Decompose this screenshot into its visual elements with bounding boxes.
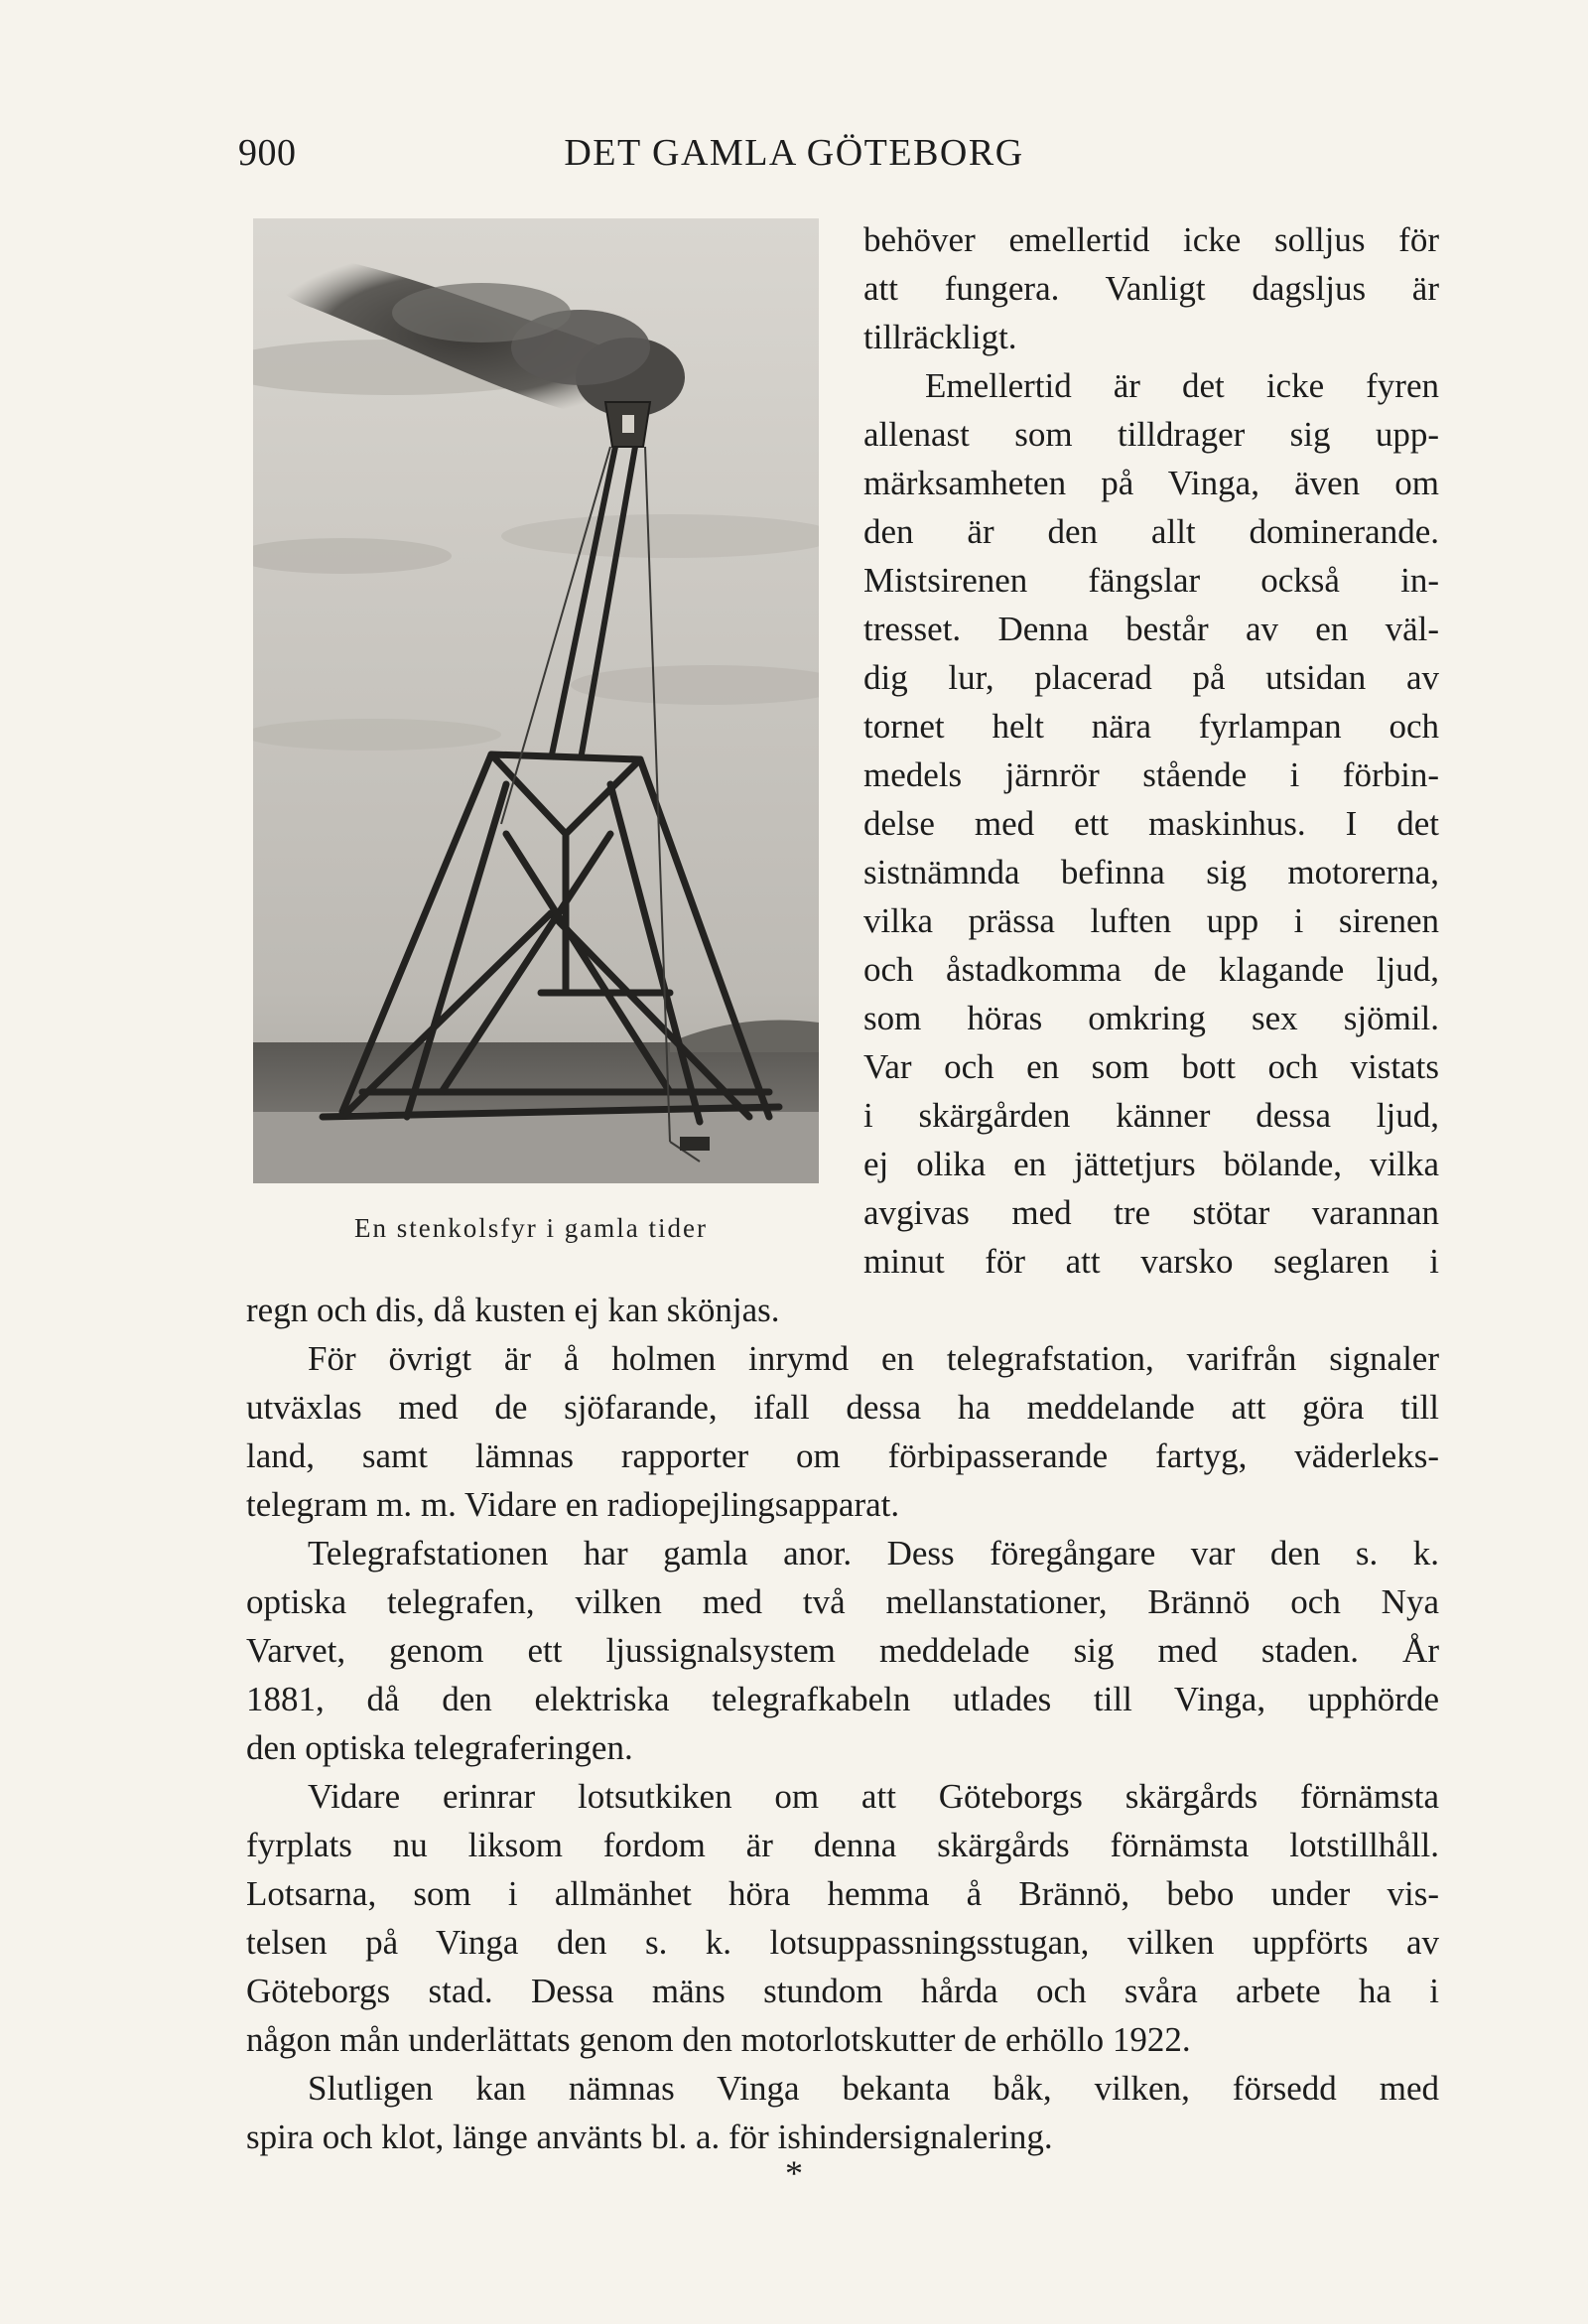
column-line: behöver emellertid icke solljus för bbox=[863, 220, 1439, 259]
body-line: land, samt lämnas rapporter om förbipasserande fartyg, väderleks- bbox=[246, 1436, 1439, 1475]
column-line: tresset. Denna består av en väl- bbox=[863, 610, 1439, 648]
body-line: Vidare erinrar lotsutkiken om att Göteborgs skärgårds förnämsta bbox=[308, 1777, 1439, 1816]
section-asterisk: * bbox=[785, 2153, 803, 2193]
body-line: telegram m. m. Vidare en radiopejlingsapparat. bbox=[246, 1485, 900, 1524]
body-line: spira och klot, länge använts bl. a. för ishindersignalering. bbox=[246, 2118, 1053, 2156]
column-line: allenast som tilldrager sig upp- bbox=[863, 415, 1439, 454]
column-line: avgivas med tre stötar varannan bbox=[863, 1193, 1439, 1232]
column-line: i skärgården känner dessa ljud, bbox=[863, 1096, 1439, 1135]
running-title: DET GAMLA GÖTEBORG bbox=[564, 132, 1024, 174]
page-number: 900 bbox=[238, 132, 297, 174]
column-line: Mistsirenen fängslar också in- bbox=[863, 561, 1439, 600]
column-line: minut för att varsko seglaren i bbox=[863, 1242, 1439, 1281]
column-line: vilka prässa luften upp i sirenen bbox=[863, 901, 1439, 940]
body-line: Slutligen kan nämnas Vinga bekanta båk, vilken, försedd med bbox=[308, 2069, 1439, 2108]
body-line: Göteborgs stad. Dessa mäns stundom hårda och svåra arbete ha i bbox=[246, 1972, 1439, 2010]
body-line: telsen på Vinga den s. k. lotsuppassningsstugan, vilken uppförts av bbox=[246, 1923, 1439, 1962]
column-line: den är den allt dominerande. bbox=[863, 512, 1439, 551]
column-line: och åstadkomma de klagande ljud, bbox=[863, 950, 1439, 989]
body-line: Varvet, genom ett ljussignalsystem meddelade sig med staden. År bbox=[246, 1631, 1439, 1670]
body-line: utväxlas med de sjöfarande, ifall dessa ha meddelande att göra till bbox=[246, 1388, 1439, 1427]
coal-beacon-picture bbox=[253, 218, 819, 1183]
body-line: För övrigt är å holmen inrymd en telegrafstation, varifrån signaler bbox=[308, 1339, 1439, 1378]
body-line: någon mån underlättats genom den motorlotskutter de erhöllo 1922. bbox=[246, 2020, 1191, 2059]
body-line: Lotsarna, som i allmänhet höra hemma å Brännö, bebo under vis- bbox=[246, 1874, 1439, 1913]
column-line: ej olika en jättetjurs bölande, vilka bbox=[863, 1145, 1439, 1183]
body-line: 1881, då den elektriska telegrafkabeln utlades till Vinga, upphörde bbox=[246, 1680, 1439, 1718]
figure-caption: En stenkolsfyr i gamla tider bbox=[354, 1213, 708, 1243]
column-line: som höras omkring sex sjömil. bbox=[863, 999, 1439, 1037]
lighthouse-illustration bbox=[253, 218, 819, 1183]
column-line: tillräckligt. bbox=[863, 318, 1017, 356]
body-line: fyrplats nu liksom fordom är denna skärgårds förnämsta lotstillhåll. bbox=[246, 1826, 1439, 1864]
body-line: den optiska telegraferingen. bbox=[246, 1728, 633, 1767]
column-line: Var och en som bott och vistats bbox=[863, 1047, 1439, 1086]
column-line: dig lur, placerad på utsidan av bbox=[863, 658, 1439, 697]
column-line: sistnämnda befinna sig motorerna, bbox=[863, 853, 1439, 891]
body-line: regn och dis, då kusten ej kan skönjas. bbox=[246, 1291, 780, 1329]
column-line: Emellertid är det icke fyren bbox=[925, 366, 1439, 405]
body-line: optiska telegrafen, vilken med två mellanstationer, Brännö och Nya bbox=[246, 1582, 1439, 1621]
column-line: medels järnrör stående i förbin- bbox=[863, 755, 1439, 794]
column-line: märksamheten på Vinga, även om bbox=[863, 464, 1439, 502]
column-line: delse med ett maskinhus. I det bbox=[863, 804, 1439, 843]
body-line: Telegrafstationen har gamla anor. Dess föregångare var den s. k. bbox=[308, 1534, 1439, 1572]
column-line: att fungera. Vanligt dagsljus är bbox=[863, 269, 1439, 308]
column-line: tornet helt nära fyrlampan och bbox=[863, 707, 1439, 746]
